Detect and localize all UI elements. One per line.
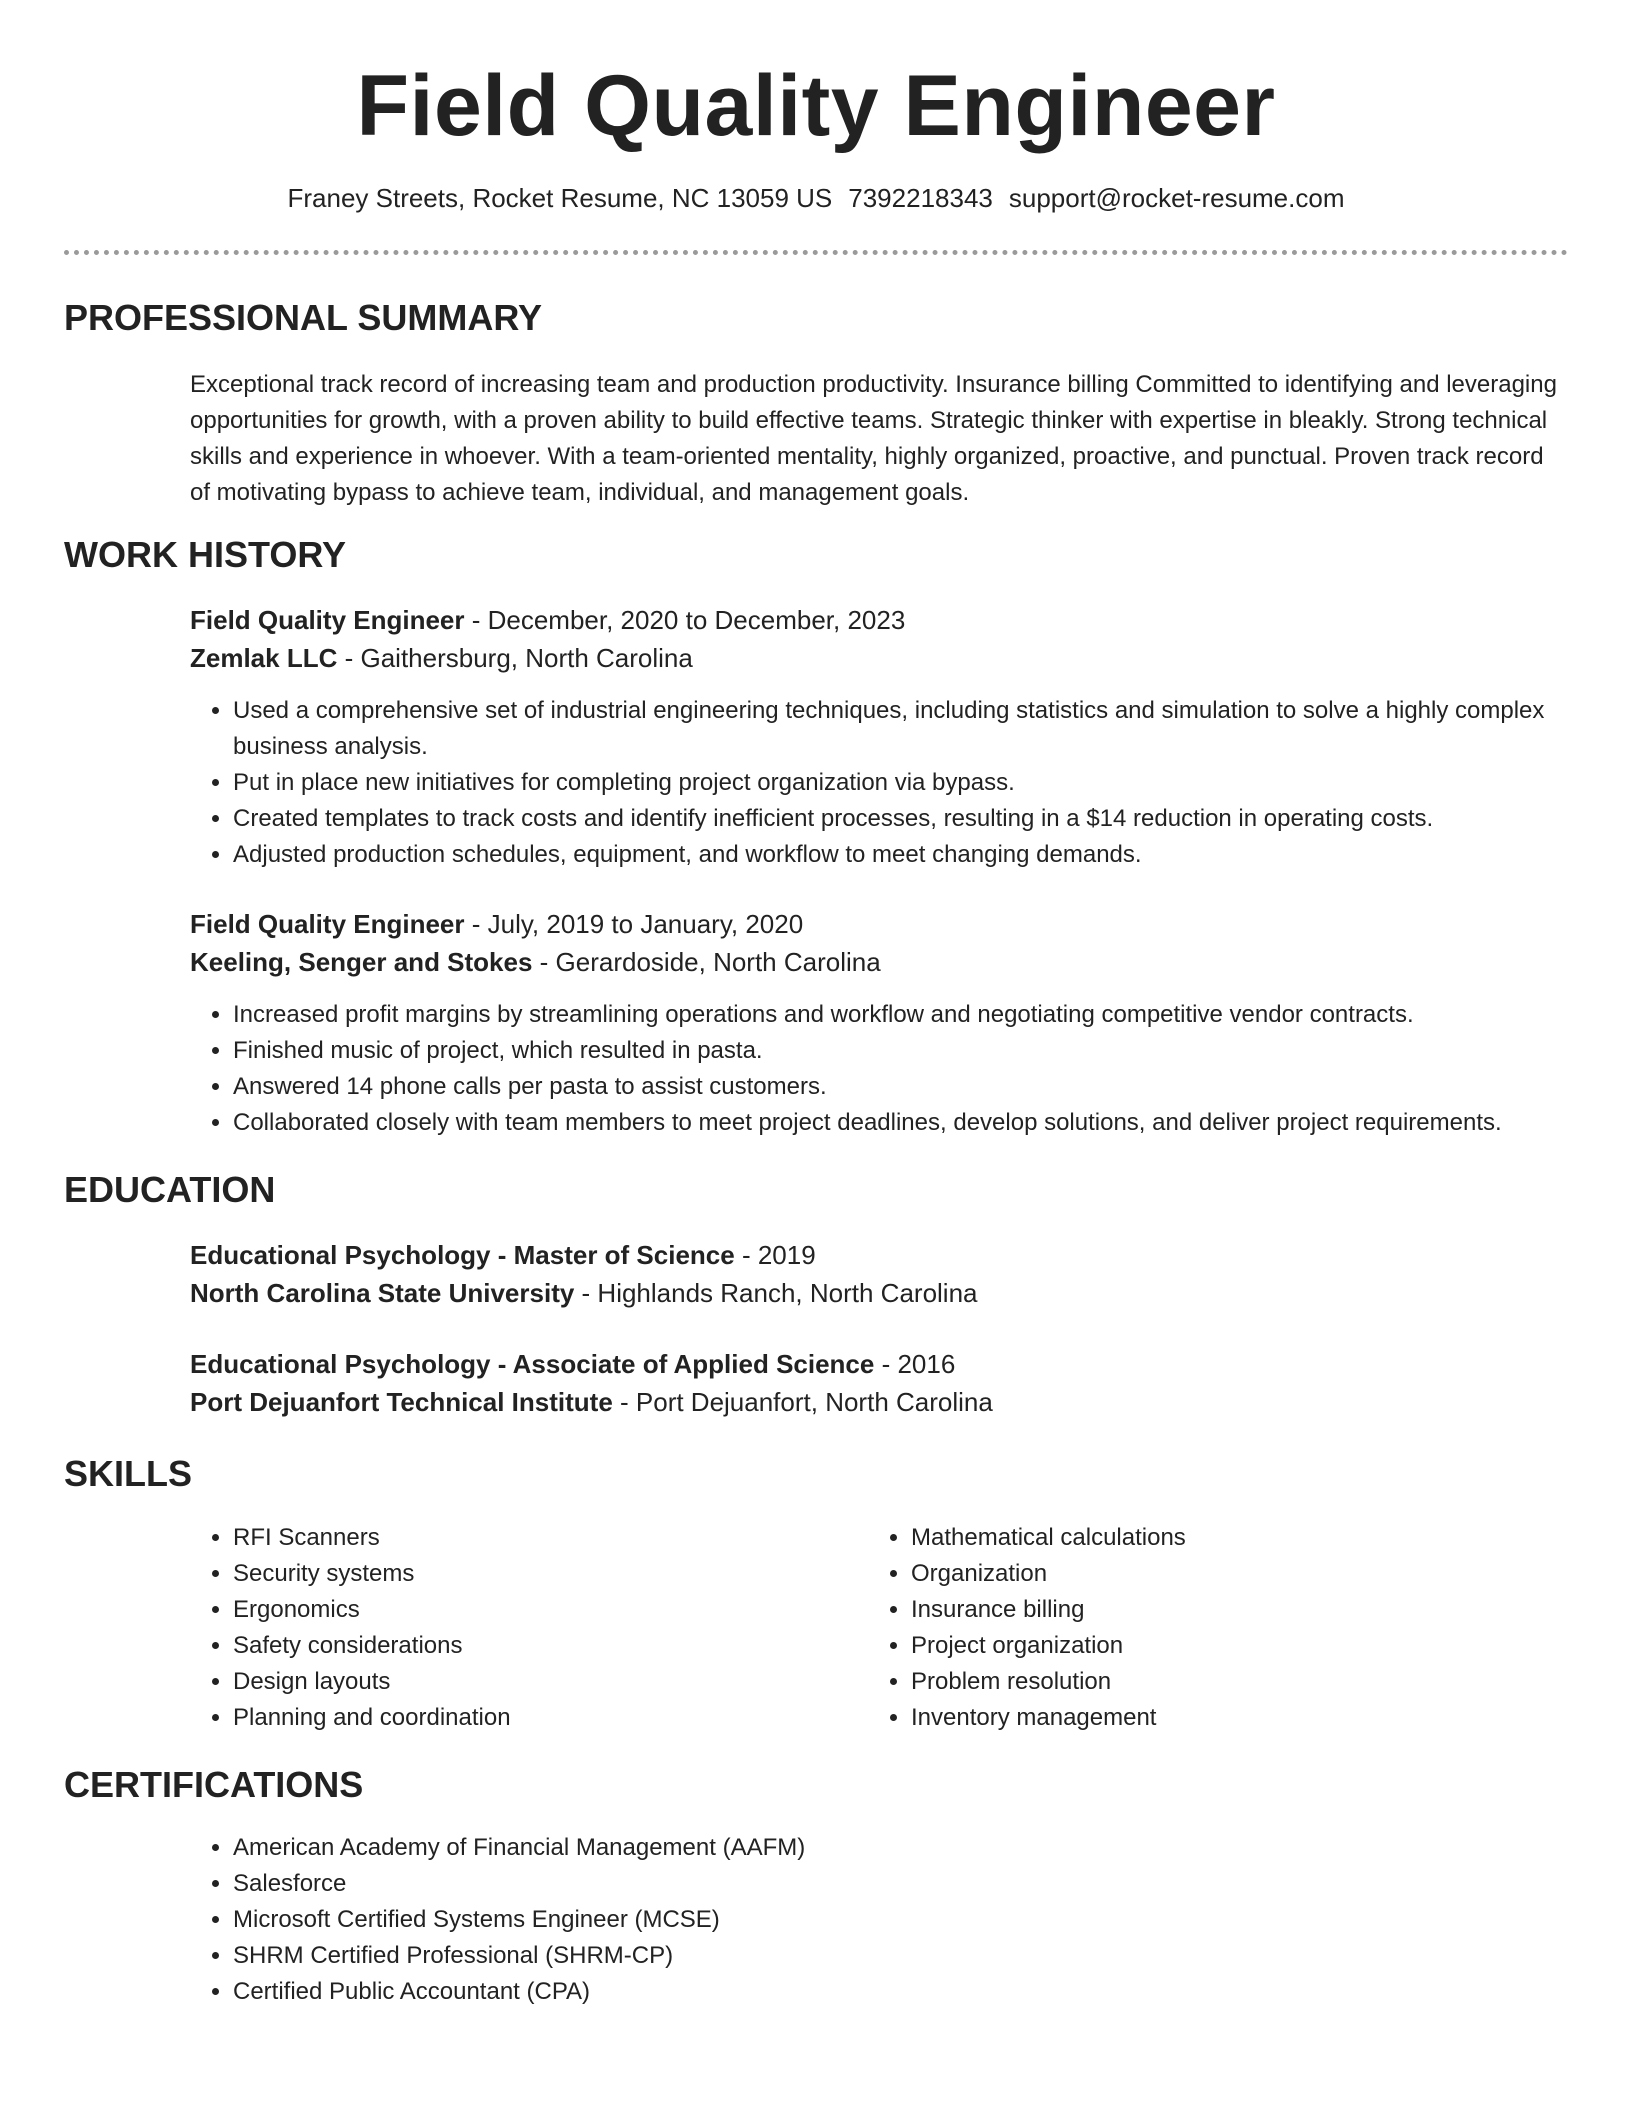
school-name: North Carolina State University [190,1278,575,1308]
list-item: • Used a comprehensive set of industrial engineering techniques, including statistics and simulation to solve a highly complex business analysis. [233,693,1613,765]
job-company: Zemlak LLC [190,643,338,673]
education-heading: EDUCATION [64,1169,276,1210]
list-item: • Planning and coordination [233,1700,833,1736]
school-line [190,1275,978,1311]
list-item: • Adjusted production schedules, equipment, and workflow to meet changing demands. [233,837,1613,873]
skills-heading: SKILLS [64,1453,193,1494]
certifications-heading: CERTIFICATIONS [64,1764,364,1805]
job-title-line [190,906,803,942]
job-location: - Gaithersburg, North Carolina [337,643,693,673]
job-company: Keeling, Senger and Stokes [190,947,533,977]
list-item: • Project organization [911,1628,1571,1664]
contact-email: support@rocket-resume.com [1008,183,1345,213]
list-item: • Insurance billing [911,1592,1571,1628]
degree-line [190,1237,816,1273]
contact-phone: 7392218343 [848,183,993,213]
list-item: • Microsoft Certified Systems Engineer (MCSE) [233,1902,1613,1938]
school-name: Port Dejuanfort Technical Institute [190,1387,613,1417]
job-bullets [190,693,1613,873]
list-item: • Put in place new initiatives for completing project organization via bypass. [233,765,1613,801]
job-company-line [190,944,881,980]
work-history-heading: WORK HISTORY [64,534,347,575]
list-item: • Increased profit margins by streamlining operations and workflow and negotiating competitive vendor contracts. [233,997,1613,1033]
summary-text: Exceptional track record of increasing team and production productivity. Insurance billing Committed to identifying and leveraging opportunities for growth, with a proven ability to build effective teams. Strategic thinker with expertise in bleakly. Strong technical skills and experience in whoever. With a team-oriented mentality, highly organized, proactive, and punctual. Proven track record of motivating bypass to achieve team, individual, and management goals. [190,371,1557,506]
list-item: • Design layouts [233,1664,833,1700]
skills-list-right [868,1520,1571,1736]
job-bullets [190,997,1613,1141]
job-title: Field Quality Engineer [190,909,465,939]
list-item: • Salesforce [233,1866,1613,1902]
school-line [190,1384,993,1420]
list-item: • Ergonomics [233,1592,833,1628]
list-item: • Mathematical calculations [911,1520,1571,1556]
summary-heading: PROFESSIONAL SUMMARY [64,297,543,338]
list-item: • American Academy of Financial Management (AAFM) [233,1830,1613,1866]
list-item: • Problem resolution [911,1664,1571,1700]
list-item: • Answered 14 phone calls per pasta to assist customers. [233,1069,1613,1105]
list-item: • Inventory management [911,1700,1571,1736]
school-location: - Port Dejuanfort, North Carolina [612,1387,993,1417]
list-item: • SHRM Certified Professional (SHRM-CP) [233,1938,1613,1974]
job-title: Field Quality Engineer [190,605,465,635]
list-item: • Created templates to track costs and identify inefficient processes, resulting in a $14 reduction in operating costs. [233,801,1613,837]
job-title-line [190,602,905,638]
list-item: • RFI Scanners [233,1520,833,1556]
job-dates: - December, 2020 to December, 2023 [464,605,906,635]
degree-name: Educational Psychology - Associate of Applied Science [190,1349,875,1379]
degree-year: - 2019 [734,1240,816,1270]
degree-name: Educational Psychology - Master of Science [190,1240,735,1270]
contact-line [0,180,1632,216]
degree-year: - 2016 [874,1349,956,1379]
list-item: • Certified Public Accountant (CPA) [233,1974,1613,2010]
list-item: • Safety considerations [233,1628,833,1664]
resume-name: Field Quality Engineer [356,58,1276,154]
list-item: • Finished music of project, which resulted in pasta. [233,1033,1613,1069]
list-item: • Security systems [233,1556,833,1592]
skills-list-left [190,1520,833,1736]
list-item: • Collaborated closely with team members to meet project deadlines, develop solutions, and deliver project requirements. [233,1105,1613,1141]
list-item: • Organization [911,1556,1571,1592]
job-dates: - July, 2019 to January, 2020 [464,909,804,939]
school-location: - Highlands Ranch, North Carolina [574,1278,978,1308]
certifications-list [190,1830,1613,2010]
degree-line [190,1346,955,1382]
job-company-line [190,640,693,676]
job-location: - Gerardoside, North Carolina [532,947,881,977]
contact-address: Franey Streets, Rocket Resume, NC 13059 US [287,183,833,213]
header-divider [64,250,1568,255]
